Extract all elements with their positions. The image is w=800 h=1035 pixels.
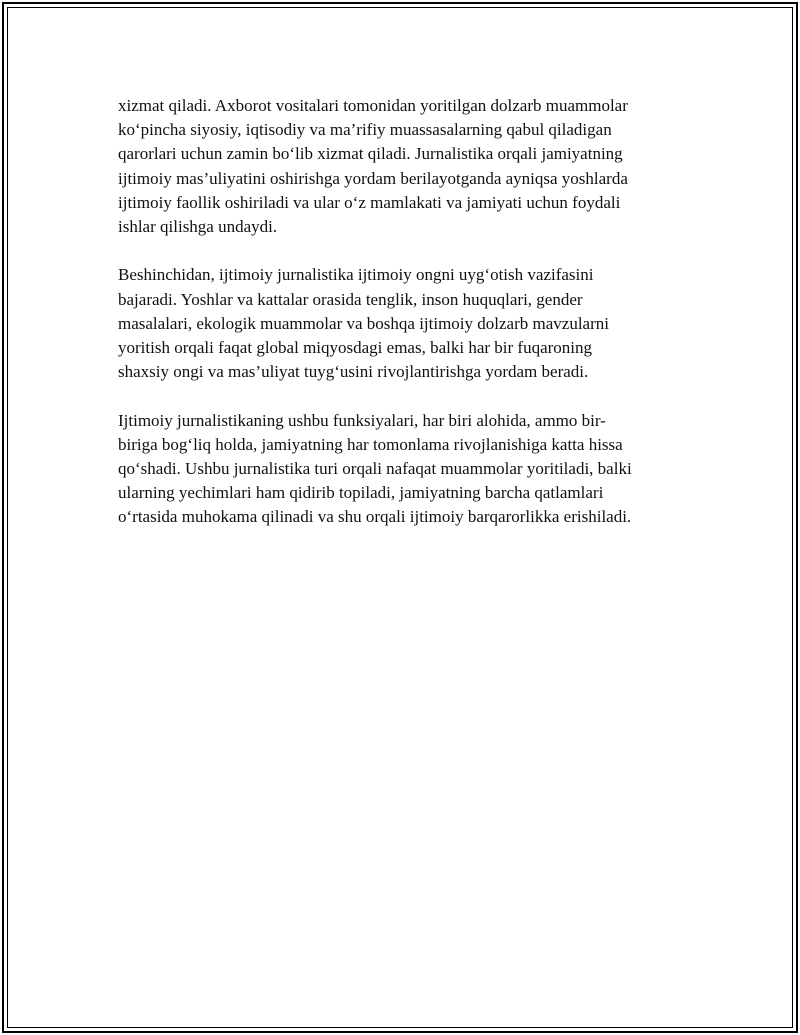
text-line: ijtimoiy faollik oshiriladi va ular o‘z mamlakati va jamiyati uchun foydali	[118, 192, 621, 212]
paragraph-1	[118, 94, 678, 239]
text-line: Ijtimoiy jurnalistikaning ushbu funksiyalari, har biri alohida, ammo bir-	[118, 410, 606, 430]
text-line: qarorlari uchun zamin bo‘lib xizmat qiladi. Jurnalistika orqali jamiyatning	[118, 144, 623, 164]
text-line: masalalari, ekologik muammolar va boshqa ijtimoiy dolzarb mavzularni	[118, 313, 609, 333]
text-line: yoritish orqali faqat global miqyosdagi emas, balki har bir fuqaroning	[118, 338, 592, 358]
text-line: qo‘shadi. Ushbu jurnalistika turi orqali nafaqat muammolar yoritiladi, balki	[118, 459, 632, 479]
text-line: biriga bog‘liq holda, jamiyatning har tomonlama rivojlanishiga katta hissa	[118, 434, 623, 454]
text-line: xizmat qiladi. Axborot vositalari tomonidan yoritilgan dolzarb muammolar	[118, 96, 628, 115]
document-body	[118, 94, 678, 554]
text-line: ishlar qilishga undaydi.	[118, 217, 278, 237]
text-line: ko‘pincha siyosiy, iqtisodiy va ma’rifiy muassasalarning qabul qiladigan	[118, 120, 612, 140]
text-line: bajaradi. Yoshlar va kattalar orasida tenglik, inson huquqlari, gender	[118, 289, 583, 309]
text-line: ijtimoiy mas’uliyatini oshirishga yordam berilayotganda ayniqsa yoshlarda	[118, 168, 628, 188]
text-line: ularning yechimlari ham qidirib topiladi, jamiyatning barcha qatlamlari	[118, 483, 604, 503]
paragraph-2	[118, 263, 678, 384]
text-line: o‘rtasida muhokama qilinadi va shu orqali ijtimoiy barqarorlikka erishiladi.	[118, 507, 632, 527]
text-line: shaxsiy ongi va mas’uliyat tuyg‘usini rivojlantirishga yordam beradi.	[118, 362, 589, 382]
text-line: Beshinchidan, ijtimoiy jurnalistika ijtimoiy ongni uyg‘otish vazifasini	[118, 265, 594, 285]
paragraph-3	[118, 409, 678, 530]
